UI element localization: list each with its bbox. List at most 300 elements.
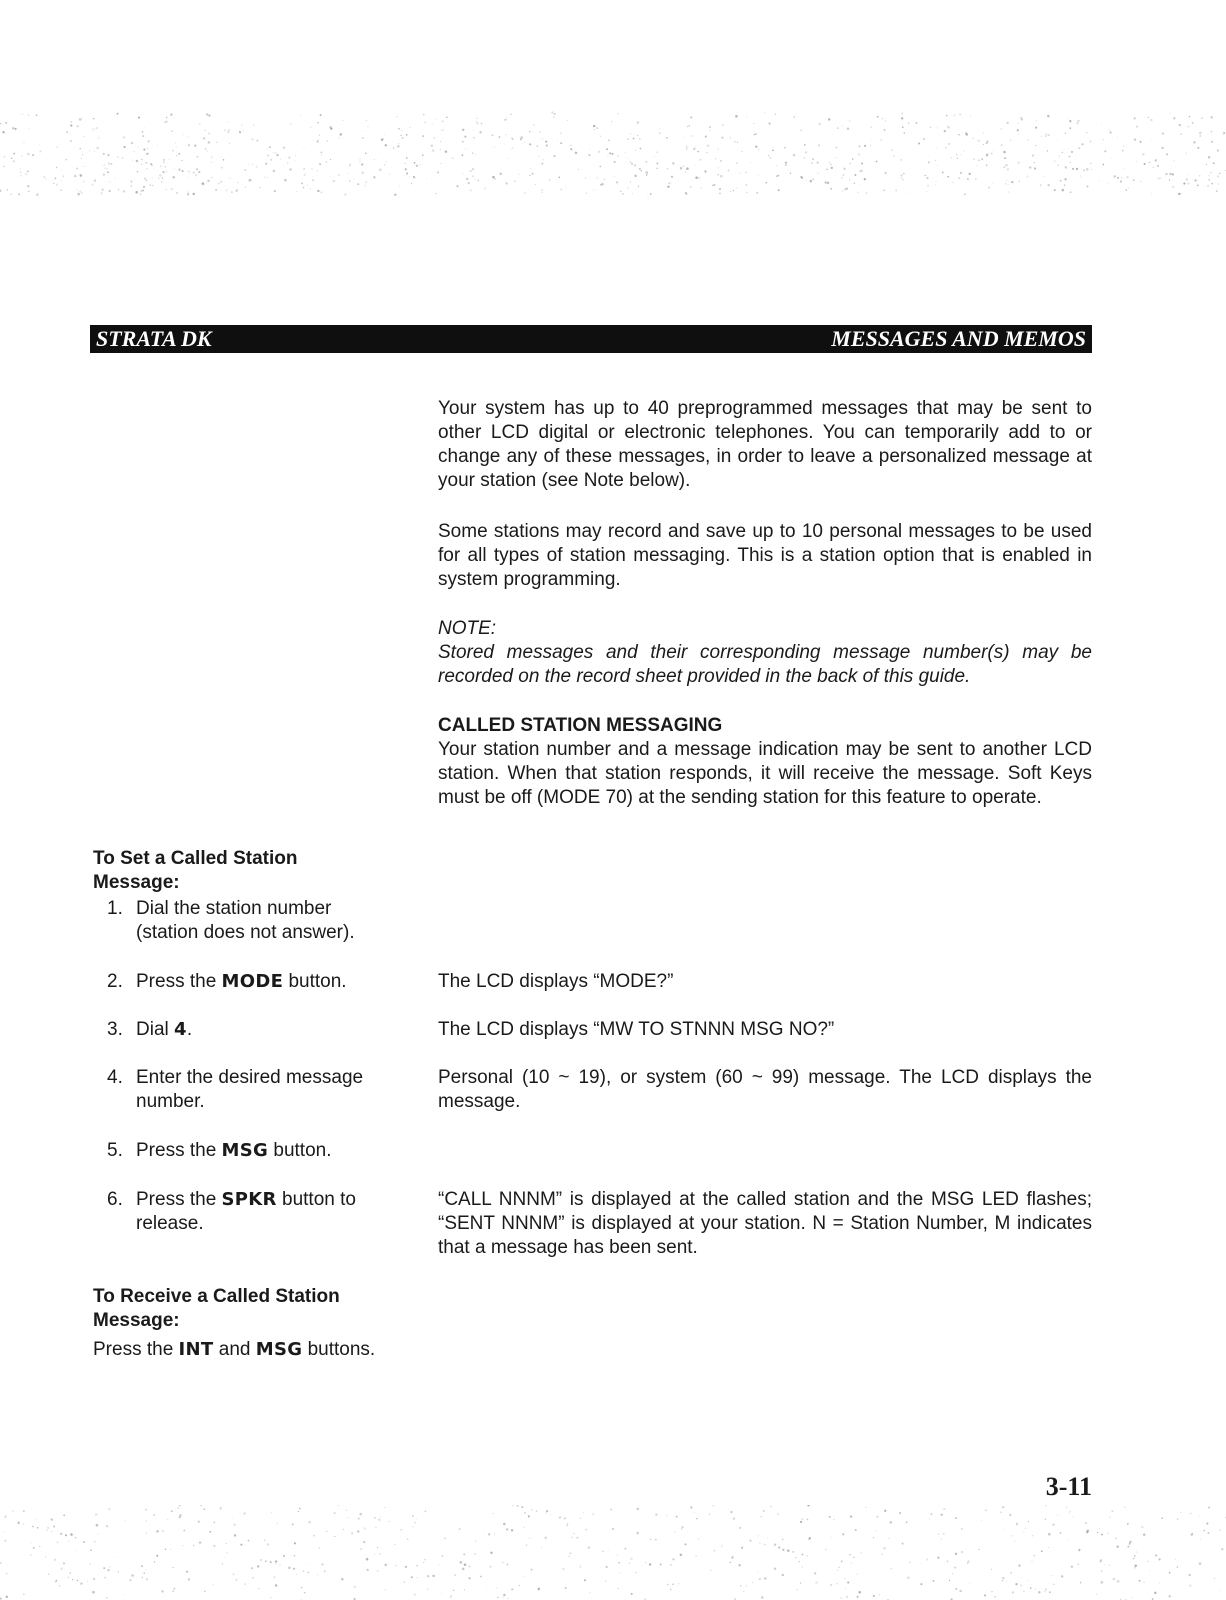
speckle [1129,1541,1131,1543]
speckle [719,188,721,190]
speckle [529,143,531,145]
speckle [710,1570,711,1571]
speckle [1147,1560,1149,1562]
speckle [4,156,6,158]
speckle [140,194,142,196]
speckle [307,1563,308,1564]
speckle [639,138,641,140]
speckle [873,1595,875,1597]
speckle [657,163,659,165]
speckle [146,1520,147,1521]
speckle [1192,122,1194,124]
header-right-title: MESSAGES AND MEMOS [831,326,1086,351]
speckle [1223,134,1224,135]
speckle [394,1544,395,1545]
speckle [870,145,871,146]
speckle [687,147,688,148]
speckle [0,1597,2,1599]
note-label: NOTE: [438,618,497,639]
speckle [1101,1581,1104,1584]
speckle [937,1557,939,1559]
speckle [876,161,878,163]
speckle [864,178,866,180]
speckle [784,147,786,149]
speckle [476,118,477,119]
speckle [92,128,94,130]
speckle [764,1577,767,1580]
speckle [589,149,590,150]
speckle [1060,1532,1062,1534]
speckle [935,160,936,161]
speckle [1136,1552,1137,1553]
speckle [1078,1549,1080,1551]
speckle [193,1545,194,1546]
speckle [966,134,968,136]
speckle [694,165,695,166]
speckle [469,1577,471,1579]
speckle [163,159,165,161]
speckle [801,177,803,179]
speckle [757,1535,758,1536]
speckle [637,121,639,123]
speckle [890,1521,893,1524]
speckle [43,176,45,178]
speckle [1062,152,1063,153]
speckle [312,179,314,181]
speckle [787,1565,788,1566]
speckle [580,1518,581,1519]
speckle [1057,139,1058,140]
speckle [1080,1582,1082,1584]
speckle [400,1529,402,1531]
speckle [339,137,340,138]
speckle [959,1590,962,1593]
speckle [1117,137,1118,138]
speckle [1098,180,1099,181]
speckle [1003,1529,1004,1530]
speckle [60,1533,62,1535]
speckle [1129,1543,1131,1545]
speckle [472,168,474,170]
speckle [249,179,252,182]
speckle [737,142,738,143]
speckle [65,1534,67,1536]
speckle [213,1545,215,1547]
speckle [23,141,24,142]
speckle [616,181,618,183]
speckle [1057,164,1058,165]
speckle [947,176,949,178]
speckle [627,158,628,159]
speckle [240,1544,242,1546]
speckle [957,158,958,159]
speckle [837,127,839,129]
speckle [1199,175,1200,176]
speckle [343,1529,344,1530]
speckle [948,143,949,144]
speckle [330,159,331,160]
speckle [1064,178,1066,180]
speckle [406,157,408,159]
speckle [829,162,830,163]
speckle [936,148,937,149]
speckle [709,1514,710,1515]
speckle [0,123,1,124]
speckle [380,152,381,153]
speckle [170,113,172,115]
speckle [237,182,238,183]
speckle [1067,118,1068,119]
speckle [422,135,424,137]
speckle [1072,168,1074,170]
speckle [1108,182,1109,183]
speckle [232,1573,234,1575]
speckle [704,170,706,172]
step-3-result: The LCD displays “MW TO STNNN MSG NO?” [438,1019,835,1040]
speckle [90,1549,92,1551]
speckle [618,1588,619,1589]
speckle [612,1528,614,1530]
speckle [542,159,544,161]
speckle [360,1548,362,1550]
speckle [757,1571,758,1572]
speckle [1220,1530,1221,1531]
receive-heading-line-2: Message: [93,1310,180,1331]
speckle [326,161,328,163]
speckle [203,183,205,185]
speckle [1049,1592,1050,1593]
speckle [151,164,153,166]
speckle [861,1552,862,1553]
speckle [903,132,905,134]
speckle [103,1567,105,1569]
speckle [56,1541,58,1543]
speckle [901,177,902,178]
speckle [26,1564,27,1565]
speckle [782,1549,784,1551]
speckle [961,1551,964,1554]
speckle [109,1566,110,1567]
step-6-result: “CALL NNNM” is displayed at the called station and the MSG LED flashes; “SENT NNNM” is displayed at your station. N = Station Number, M indicates that a message has been sent. [438,1189,1092,1258]
speckle [188,1578,190,1580]
speckle [1066,1507,1067,1508]
speckle [1143,1534,1145,1536]
speckle [145,1509,147,1511]
speckle [4,166,5,167]
speckle [294,1555,296,1557]
speckle [636,1532,639,1535]
speckle [196,168,198,170]
speckle [1174,160,1175,161]
speckle [774,1546,775,1547]
speckle [220,1509,221,1510]
speckle [776,165,777,166]
receive-heading-line-1: To Receive a Called Station [93,1286,340,1307]
speckle [930,127,931,128]
speckle [1065,166,1066,167]
speckle [960,172,962,174]
speckle [524,1512,525,1513]
speckle [490,1566,492,1568]
speckle [649,1563,651,1565]
speckle [270,1561,272,1563]
speckle [1015,1583,1017,1585]
speckle [235,1579,237,1581]
speckle [994,1596,995,1597]
speckle [790,170,791,171]
speckle [256,140,258,142]
speckle [304,174,306,176]
speckle [690,1506,693,1509]
speckle [624,1548,626,1550]
speckle [631,163,633,165]
speckle [146,1533,147,1534]
speckle [197,156,199,158]
speckle [885,120,886,121]
speckle [0,189,1,191]
section-description: Your station number and a message indication may be sent to another LCD station. When that station responds, it will receive the message. Soft Keys must be off (MODE 70) at the sending station for this feature to operate. [438,739,1092,808]
speckle [985,1510,986,1511]
speckle [208,114,210,116]
speckle [1043,176,1044,177]
speckle [843,168,845,170]
speckle [496,1588,497,1589]
speckle [172,1590,174,1592]
speckle [364,1527,366,1529]
speckle [319,1547,320,1548]
speckle [142,135,144,137]
speckle [317,170,318,171]
speckle [243,1512,246,1515]
speckle [1002,1506,1004,1508]
speckle [101,188,103,190]
speckle [460,1561,463,1564]
speckle [103,174,105,176]
speckle [569,1556,570,1557]
speckle [1086,132,1087,133]
speckle [393,147,395,149]
speckle [275,152,276,153]
speckle [531,1509,533,1511]
speckle [1101,1583,1102,1584]
speckle [830,164,832,166]
speckle [101,192,103,194]
speckle [6,1596,8,1598]
speckle [81,158,82,159]
speckle [953,183,954,184]
speckle [248,164,249,165]
speckle [146,180,147,181]
speckle [1169,173,1171,175]
speckle [635,1572,637,1574]
speckle [958,134,960,136]
speckle [570,145,572,147]
speckle [1032,154,1034,156]
speckle [1077,120,1080,123]
speckle [871,140,872,141]
speckle [479,131,481,133]
speckle [359,1513,362,1516]
speckle [812,158,814,160]
speckle [1109,1564,1111,1566]
speckle [324,1570,326,1572]
speckle [414,162,416,164]
speckle [77,193,80,196]
speckle [413,176,415,178]
speckle [805,151,807,153]
speckle [717,148,719,150]
speckle [812,1592,813,1593]
speckle [56,184,58,186]
speckle [1017,129,1019,131]
speckle [718,167,719,168]
speckle [63,175,64,176]
step-text [136,1188,396,1236]
speckle [226,1543,227,1544]
speckle [672,1558,674,1560]
speckle [80,1582,82,1584]
speckle [97,1533,98,1534]
speckle [565,1587,567,1589]
speckle [608,1550,609,1551]
speckle [215,189,217,191]
speckle [529,175,530,176]
speckle [79,118,82,121]
speckle [918,142,920,144]
speckle [1090,163,1092,165]
speckle [104,168,105,169]
speckle [360,159,361,160]
speckle [153,1514,154,1515]
speckle [735,115,738,118]
speckle [380,1516,381,1517]
speckle [850,1515,852,1517]
speckle [967,178,969,180]
speckle [506,183,508,185]
speckle [298,1511,299,1512]
speckle [936,181,937,182]
speckle [130,180,132,182]
speckle [453,1590,454,1591]
speckle [881,1553,883,1555]
speckle [690,116,692,118]
speckle [1127,1546,1129,1548]
speckle [459,1528,461,1530]
speckle [179,1505,181,1506]
speckle [667,168,669,170]
speckle [1124,1507,1125,1508]
speckle [870,126,872,128]
speckle [837,1570,838,1571]
speckle [504,119,506,121]
speckle [797,1589,798,1590]
speckle [790,172,792,174]
speckle [1068,1539,1069,1540]
speckle [793,154,796,157]
speckle [340,133,342,135]
speckle [225,1556,226,1557]
speckle [200,1505,202,1506]
speckle [384,1564,387,1567]
speckle [83,136,84,137]
speckle [728,170,730,172]
speckle [134,151,135,152]
speckle [761,1596,763,1598]
speckle [645,1562,647,1564]
speckle [1020,1584,1022,1586]
speckle [290,123,292,125]
speckle [205,130,206,131]
speckle [81,193,82,194]
speckle [618,113,619,114]
speckle [207,151,208,152]
speckle [444,1538,446,1540]
speckle [1127,1523,1129,1525]
speckle [858,1591,861,1594]
speckle [565,186,566,187]
speckle [818,144,820,146]
speckle [1109,129,1110,130]
speckle [1101,1534,1103,1536]
speckle [818,123,821,126]
speckle [1177,1566,1178,1567]
speckle [883,1547,886,1550]
speckle [118,189,119,190]
speckle [1030,1587,1032,1589]
speckle [1173,117,1175,119]
speckle [712,1505,714,1506]
speckle [530,1569,532,1571]
speckle [420,164,421,165]
speckle [294,1543,295,1544]
speckle [528,1516,529,1517]
speckle [12,127,14,129]
speckle [68,1540,69,1541]
speckle [641,170,642,171]
speckle [1070,162,1071,163]
speckle [1101,123,1102,124]
speckle [1188,1574,1191,1577]
speckle [763,1510,765,1512]
speckle [518,1585,520,1587]
speckle [1034,1555,1036,1557]
speckle [1079,1549,1080,1550]
speckle [464,1589,465,1590]
speckle [1104,1564,1105,1565]
speckle [15,128,17,130]
speckle [20,172,21,173]
speckle [95,1513,98,1516]
speckle [1027,176,1029,178]
speckle [162,178,163,179]
speckle [207,180,209,182]
speckle [583,1512,584,1513]
speckle [178,153,180,155]
speckle [472,152,473,153]
speckle [229,143,230,144]
speckle [374,159,375,160]
speckle [521,1506,523,1508]
speckle [592,1513,594,1515]
speckle [142,1577,143,1578]
speckle [674,1531,675,1532]
speckle [143,186,145,188]
speckle [443,129,445,131]
speckle [607,155,608,156]
speckle [733,1517,735,1519]
speckle [1003,151,1006,154]
speckle [106,1525,108,1527]
